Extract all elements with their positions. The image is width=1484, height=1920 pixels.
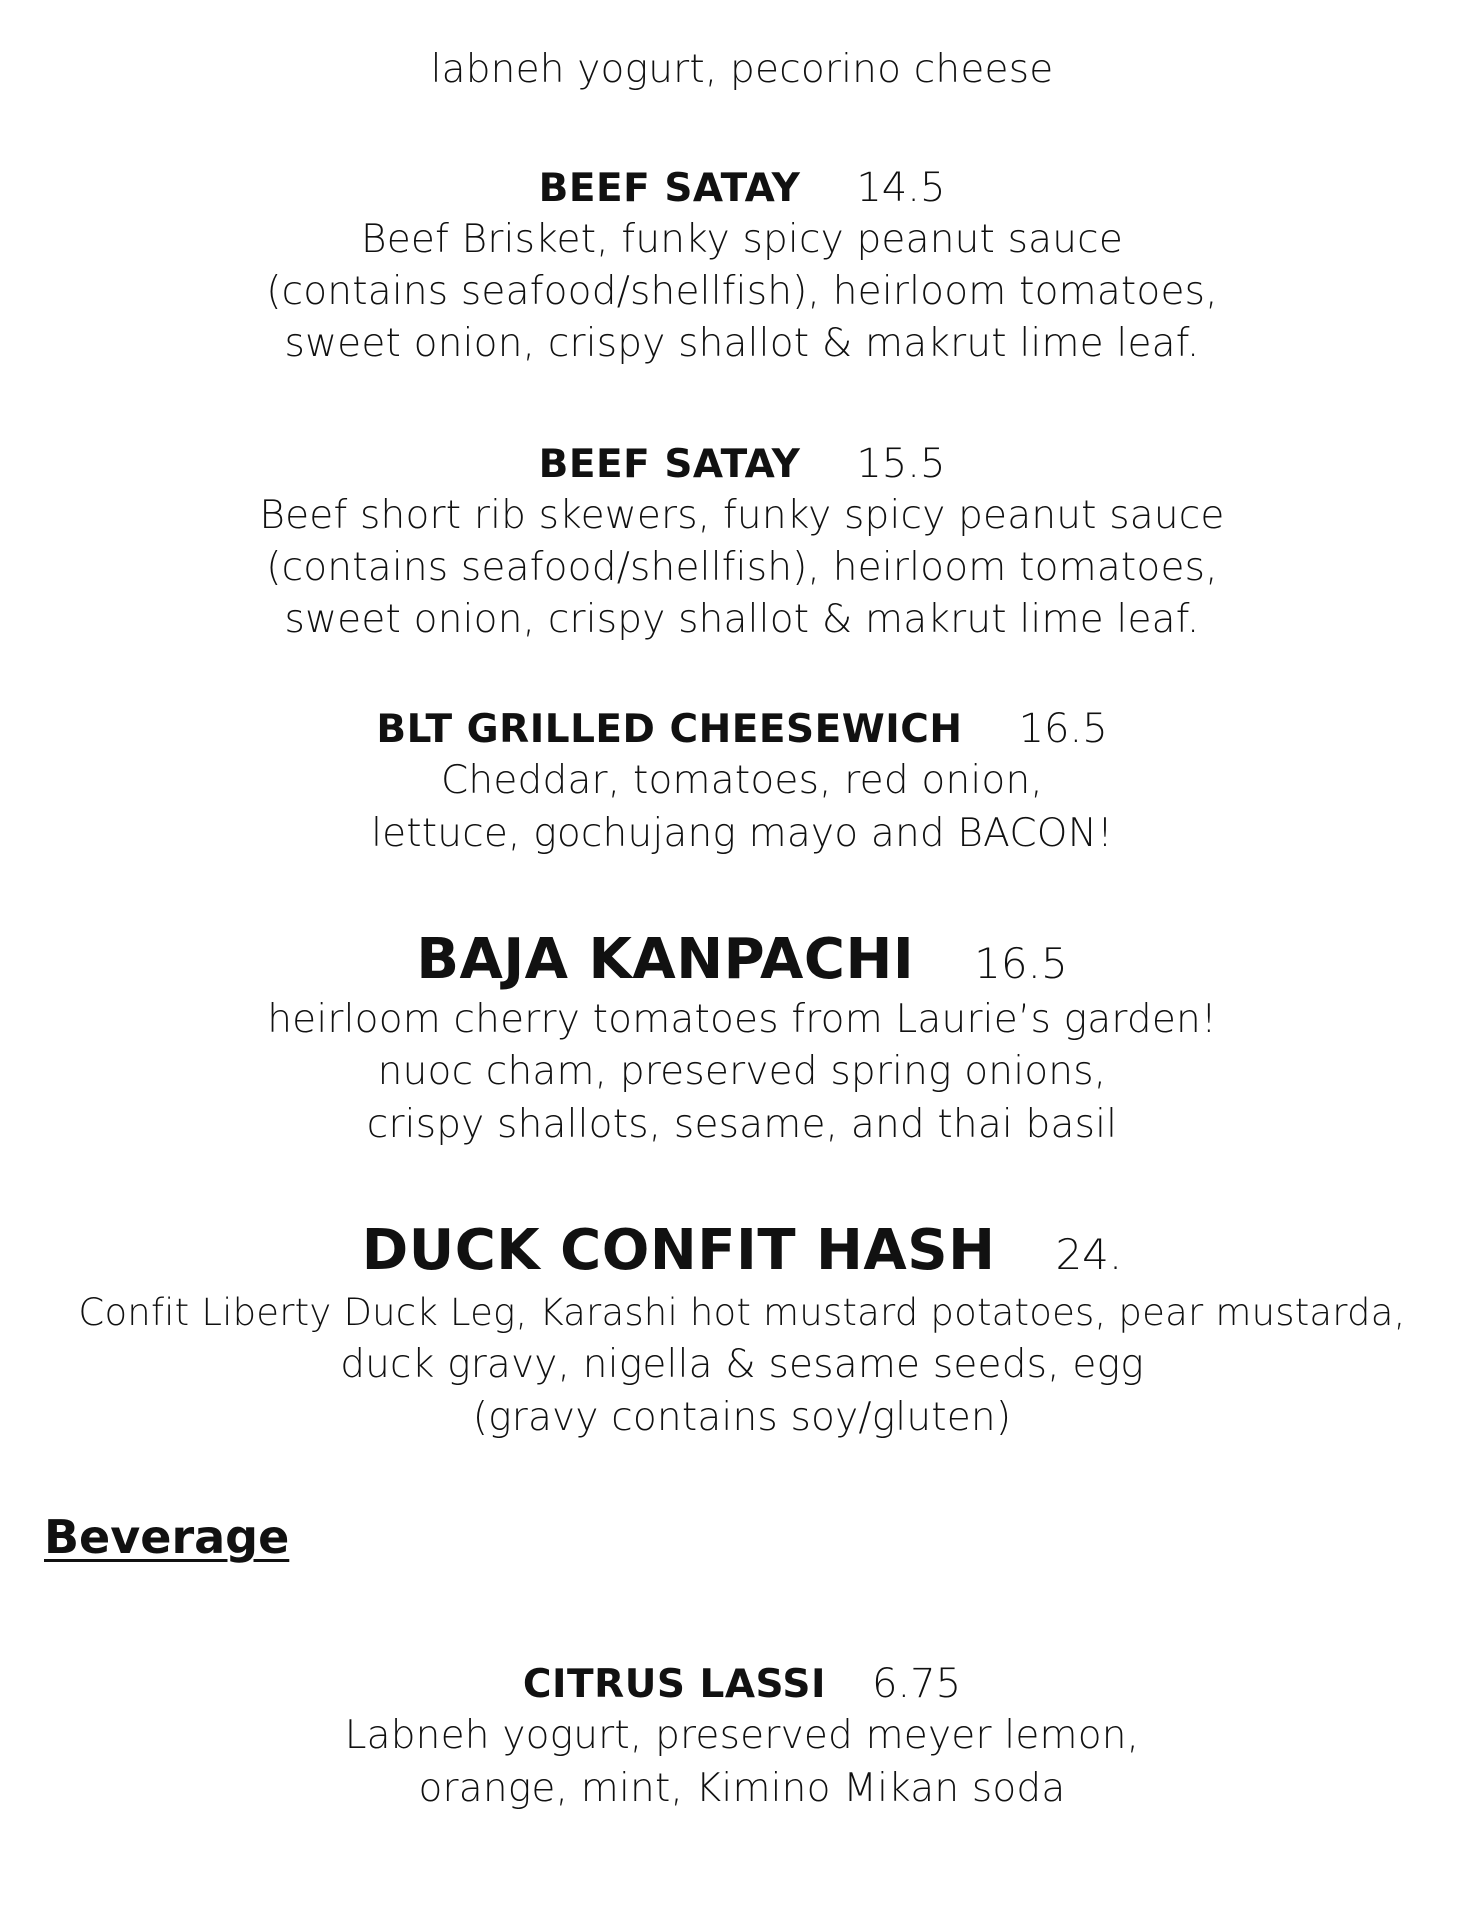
item-name: BLT GRILLED CHEESEWICH xyxy=(376,707,963,752)
intro-description: labneh yogurt, pecorino cheese xyxy=(430,47,1054,92)
item-description-line: heirloom cherry tomatoes from Laurie’s garden! xyxy=(267,997,1217,1042)
menu-item-heading xyxy=(0,1218,1484,1288)
item-description-line: Beef Brisket, funky spicy peanut sauce xyxy=(360,217,1124,262)
menu-item-heading xyxy=(0,703,1484,756)
item-description-line: (contains seafood/shellfish), heirloom tomatoes, xyxy=(266,269,1218,314)
beverage-section-title: Beverage xyxy=(44,1510,290,1564)
menu-item-heading xyxy=(0,162,1484,215)
item-description-line: Confit Liberty Duck Leg, Karashi hot mustard potatoes, pear mustarda, xyxy=(78,1291,1406,1334)
item-name: BEEF SATAY xyxy=(538,442,801,487)
item-price: 6.75 xyxy=(872,1661,962,1707)
item-price: 15.5 xyxy=(856,441,946,487)
item-price: 16.5 xyxy=(974,939,1068,988)
item-description-line: sweet onion, crispy shallot & makrut lime leaf. xyxy=(284,321,1200,366)
item-description-line: nuoc cham, preserved spring onions, xyxy=(377,1049,1107,1094)
item-description-line: Cheddar, tomatoes, red onion, xyxy=(441,758,1043,803)
menu-item-heading xyxy=(0,438,1484,491)
item-name: CITRUS LASSI xyxy=(522,1662,826,1707)
item-description-line: lettuce, gochujang mayo and BACON! xyxy=(371,811,1113,856)
item-name: BAJA KANPACHI xyxy=(416,927,915,992)
item-description-line: (contains seafood/shellfish), heirloom tomatoes, xyxy=(266,545,1218,590)
item-price: 14.5 xyxy=(856,165,946,211)
item-description-line: crispy shallots, sesame, and thai basil xyxy=(366,1102,1118,1147)
item-name: BEEF SATAY xyxy=(538,166,801,211)
item-description-line: duck gravy, nigella & sesame seeds, egg xyxy=(340,1342,1144,1387)
item-description-line: sweet onion, crispy shallot & makrut lime leaf. xyxy=(284,597,1200,642)
menu-item-heading xyxy=(0,927,1484,997)
item-price: 24. xyxy=(1055,1230,1123,1279)
item-description-line: Labneh yogurt, preserved meyer lemon, xyxy=(344,1713,1140,1758)
item-description-line: (gravy contains soy/gluten) xyxy=(472,1395,1012,1440)
item-price: 16.5 xyxy=(1018,706,1108,752)
item-name: DUCK CONFIT HASH xyxy=(361,1218,996,1283)
menu-item-heading xyxy=(0,1658,1484,1711)
item-description-line: Beef short rib skewers, funky spicy peanut sauce xyxy=(259,493,1225,538)
item-description-line: orange, mint, Kimino Mikan soda xyxy=(418,1766,1066,1811)
